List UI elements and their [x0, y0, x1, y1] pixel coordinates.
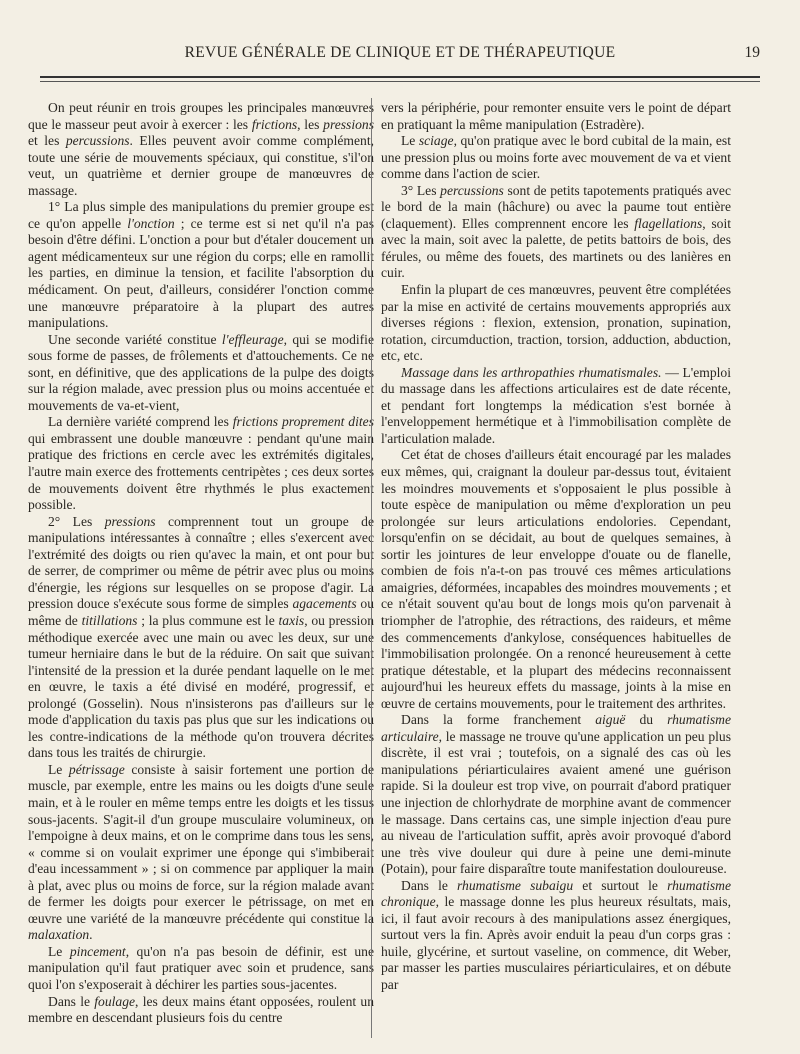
- paragraph: vers la périphérie, pour remonter ensuite vers le point de départ en pratiquant la même manipulation (Estradère).: [381, 100, 731, 132]
- paragraph: 2° Les pressions comprennent tout un groupe de manipulations intéressantes à connaître ; elles s'exercent avec l'extrémité des doigts ou rien qu'avec la main, et ont pour but de serrer, de comprimer ou même de pétrir avec plus ou moins d'énergie, les régions sur lesquelles on se propose d'agir. La pression douce s'exécute sous forme de simples agacements ou même de titillations ; la plus commune est le taxis, ou pression méthodique exercée avec une main ou avec les deux, sur une tumeur herniaire dans le but de la réduire. On sait que suivant l'intensité de la pression et la durée pendant laquelle on le met en œuvre, le taxis a été divisé en modéré, progressif, et prolongé (Gosselin). Nous n'insisterons pas d'ailleurs sur le mode d'application du taxis pas plus que sur les indications ou les contre-indications de la méthode qu'on trouvera décrites dans tous les traités de chirurgie.: [28, 513, 374, 761]
- paragraph: On peut réunir en trois groupes les principales manœuvres que le masseur peut avoir à exercer : les frictions, les pressions et les percussions. Elles peuvent avoir comme complément, toute une série de mouvements spéciaux, qui constitue, s'il'on veut, un quatrième et dernier groupe de manœuvres de massage.: [28, 100, 375, 198]
- paragraph: Le pincement, qu'on n'a pas besoin de définir, est une manipulation qu'il faut pratiquer avec soin et prudence, sans quoi l'on s'exposerait à déchirer les parties sous-jacentes.: [28, 943, 374, 992]
- paragraph: 3° Les percussions sont de petits tapotements pratiqués avec le bord de la main (hâchure) ou avec la paume tout entière (claquement). Elles comprennent encore les flagellations, soit avec la main, soit avec la palette, de petits battoirs de bois, des férules, ou même des fouets, des martinets ou des lanières en cuir.: [381, 182, 732, 281]
- paragraph: Enfin la plupart de ces manœuvres, peuvent être complétées par la mise en activité de certains mouvements appropriés aux diverses régions : flexion, extension, pronation, supination, rotation, circumduction, traction, torsion, adduction, abduction, etc, etc.: [381, 282, 731, 364]
- right-column: [381, 100, 731, 994]
- paragraph: Cet état de choses d'ailleurs était encouragé par les malades eux mêmes, qui, craignant la douleur par-dessus tout, évitaient les moindres mouvements et s'opposaient le plus possible à toute espèce de manipulation ou même d'exploration un peu prolongée sur leurs articulations endolories. Cependant, lorsqu'enfin on se décidait, au bout de quelques semaines, à sortir les jointures de leur enveloppe d'ouate ou de flanelle, combien de fois n'a-t-on pas trouvé ces mêmes articulations amaigries, déformées, incapables des moindres mouvements ; et ce n'était souvent qu'au bout de longs mois qu'on parvenait à triompher de l'atrophie, des rétractions, des raideurs, et même des commencements d'ankylose, conséquences habituelles de l'immobilisation prolongée. On a renoncé heureusement à cette pratique détestable, et la plupart des médecins reconnaissent aujourd'hui les heureux effets du massage, joints à la mise en œuvre de certains mouvements, pour le traitement des arthrites.: [381, 447, 731, 711]
- paragraph: La dernière variété comprend les frictions proprement dites qui embrassent une double manœuvre : pendant qu'une main pratique des frictions en cercle avec les extrémités digitales, l'autre main exerce des frottements centripètes ; ces deux sortes de mouvements doivent être rhythmés le plus exactement possible.: [28, 414, 374, 513]
- running-title: REVUE GÉNÉRALE DE CLINIQUE ET DE THÉRAPEUTIQUE: [184, 44, 616, 61]
- paragraph: Dans le foulage, les deux mains étant opposées, roulent un membre en descendant plusieurs fois du centre: [28, 993, 374, 1026]
- header-rule-thin: [40, 81, 760, 82]
- paragraph: 1° La plus simple des manipulations du premier groupe est ce qu'on appelle l'onction ; ce terme est si net qu'il n'a pas besoin d'être défini. L'onction a pour but d'étaler doucement un agent médicamenteux sur une région du corps; elle en ramollit les parties, en diminue la tension, et facilite l'absorption du médicament. On peut, d'ailleurs, considérer l'onction comme une manœuvre préparatoire à la plupart des autres manipulations.: [28, 199, 374, 331]
- header-rule: [40, 76, 760, 78]
- section-heading-paragraph: Massage dans les arthropathies rhumatismales. — L'emploi du massage dans les affections articulaires est de date récente, et pendant fort longtemps la médication s'est bornée à l'enveloppement hermétique et à l'immobilisation complète de l'articulation malade.: [381, 364, 731, 446]
- paragraph: Dans le rhumatisme subaigu et surtout le rhumatisme chronique, le massage donne les plus heureux résultats, mais, ici, il faut avoir recours à des manipulations assez énergiques, surtout vers la fin. Après avoir enduit la peau d'un corps gras : huile, glycérine, et surtout vaseline, on commence, dit Weber, par masser les parties musculaires périarticulaires, et on débute par: [381, 877, 732, 992]
- paragraph: Le pétrissage consiste à saisir fortement une portion de muscle, par exemple, entre les mains ou les doigts d'une seule main, et à le rouler en même temps entre les doigts et les tissus sous-jacents. S'agit-il d'un groupe musculaire volumineux, on l'empoigne à deux mains, et on le comprime dans tous les sens, « comme si on voulait exprimer une éponge qui s'imbiberait d'eau incessamment » ; si on commence par appliquer la main à plat, avec plus ou moins de force, sur la région malade avant de fermer les doigts pour exercer le pétrissage, on met en œuvre une variété de la manœuvre précédente qui constitue la malaxation.: [28, 761, 374, 943]
- paragraph: Une seconde variété constitue l'effleurage, qui se modifie sous forme de passes, de frôlements et d'attouchements. Ce ne sont, en définitive, que des applications de la pulpe des doigts sur la région malade, avec pression plus ou moins accentuée et mouvements de va-et-vient,: [28, 331, 374, 413]
- left-column: [28, 100, 374, 1027]
- page-header: [40, 40, 760, 70]
- column-divider: [371, 98, 372, 1038]
- section-heading: Massage dans les arthropathies rhumatismales.: [401, 364, 662, 380]
- page-number: 19: [744, 44, 760, 61]
- paragraph: Le sciage, qu'on pratique avec le bord cubital de la main, est une pression plus ou moins forte avec mouvement de va et vient comme dans l'action de scier.: [381, 133, 731, 182]
- paragraph: Dans la forme franchement aiguë du rhumatisme articulaire, le massage ne trouve qu'une application un peu plus discrète, il est vrai ; toutefois, on a signalé des cas où les manipulations périarticulaires avaient amené une guérison rapide. Si la douleur est trop vive, on pourrait d'abord pratiquer une injection de chlorhydrate de morphine avant de commencer le massage. Dans certains cas, une simple injection d'eau pure au niveau de l'articulation suffit, après avoir provoqué d'abord une très vive douleur qui dure à peine une demi-minute (Potain), pour faire disparaître toute manifestation douloureuse.: [381, 712, 732, 877]
